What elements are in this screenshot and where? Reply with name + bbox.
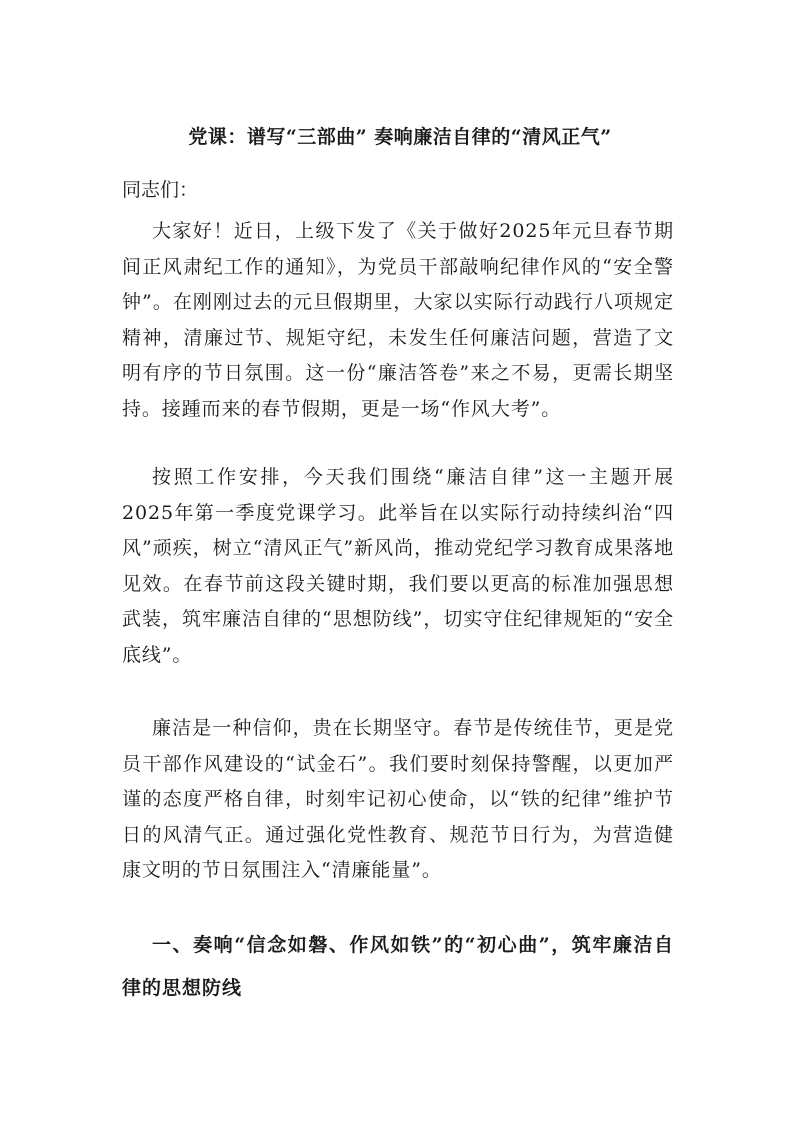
salutation: 同志们： — [122, 179, 199, 201]
document-title: 党课：谱写“三部曲” 奏响廉洁自律的“清风正气” — [188, 126, 612, 148]
section-heading: 一、奏响“信念如磐、作风如铁”的“初心曲”，筑牢廉洁自律的思想防线 — [122, 934, 674, 999]
paragraph-1: 大家好！近日，上级下发了《关于做好2025年元旦春节期间正风肃纪工作的通知》，为党员干部敲响纪律作风的“安全警钟”。在刚刚过去的元旦假期里，大家以实际行动践行八项规定精神，清廉过节、规矩守纪，未发生任何廉洁问题，营造了文明有序的节日氛围。这一份“廉洁答卷”来之不易，更需长期坚持。接踵而来的春节假期，更是一场“作风大考”。 — [122, 220, 674, 420]
paragraph-3: 廉洁是一种信仰，贵在长期坚守。春节是传统佳节，更是党员干部作风建设的“试金石”。我们要时刻保持警醒，以更加严谨的态度严格自律，时刻牢记初心使命，以“铁的纪律”维护节日的风清气正。通过强化党性教育、规范节日行为，为营造健康文明的节日氛围注入“清廉能量”。 — [122, 717, 674, 881]
paragraph-2: 按照工作安排，今天我们围绕“廉洁自律”这一主题开展2025年第一季度党课学习。此举旨在以实际行动持续纠治“四风”顽疾，树立“清风正气”新风尚，推动党纪学习教育成果落地见效。在春节前这段关键时期，我们要以更高的标准加强思想武装，筑牢廉洁自律的“思想防线”，切实守住纪律规矩的“安全底线”。 — [122, 466, 674, 666]
